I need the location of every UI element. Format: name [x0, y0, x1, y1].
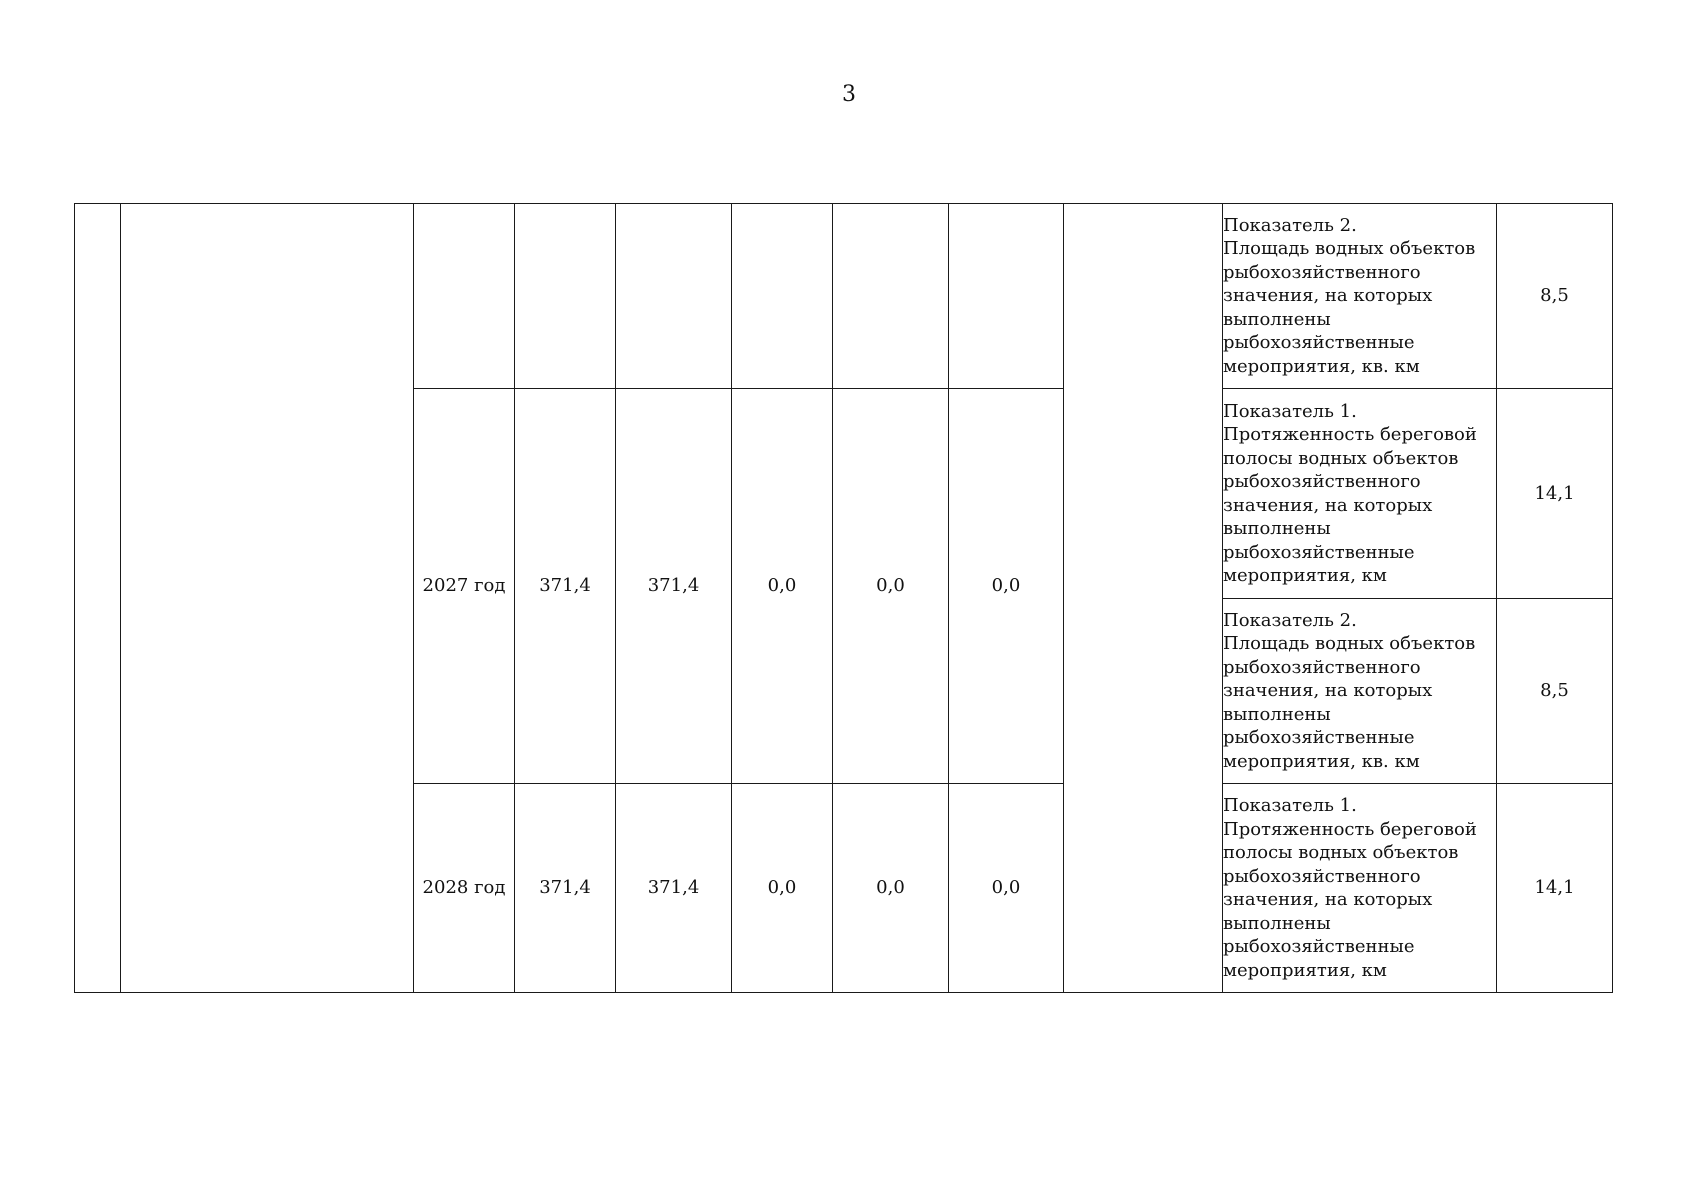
local-budget-cell: [833, 204, 949, 389]
year-cell: 2028 год: [414, 784, 515, 993]
indicator-title: Показатель 1.: [1223, 400, 1357, 422]
local-budget-cell: 0,0: [833, 784, 949, 993]
indicator-text: Протяженность береговой полосы водных объектов рыбохозяйственного значения, на которых выполнены рыбохозяйственные мероприятия, км: [1223, 818, 1477, 981]
indicator-cell: [1223, 389, 1497, 599]
indicator-value: 14,1: [1497, 389, 1613, 599]
page-number: 3: [842, 82, 856, 107]
year-cell: 2027 год: [414, 389, 515, 784]
indicator-text: Площадь водных объектов рыбохозяйственного значения, на которых выполнены рыбохозяйственные мероприятия, кв. км: [1223, 238, 1476, 377]
total-funding-cell: 371,4: [515, 784, 616, 993]
indicator-cell: [1223, 599, 1497, 784]
regional-budget-cell: [732, 204, 833, 389]
indicator-value: 8,5: [1497, 599, 1613, 784]
indicator-cell: [1223, 204, 1497, 389]
table-row: [75, 204, 1613, 389]
regional-budget-cell: 0,0: [732, 389, 833, 784]
local-budget-cell: 0,0: [833, 389, 949, 784]
indicator-title: Показатель 2.: [1223, 214, 1357, 236]
other-sources-cell: 0,0: [949, 389, 1064, 784]
indicator-value: 8,5: [1497, 204, 1613, 389]
federal-budget-cell: 371,4: [616, 784, 732, 993]
total-funding-cell: 371,4: [515, 389, 616, 784]
indicator-title: Показатель 2.: [1223, 609, 1357, 631]
row-number-cell: [75, 204, 121, 993]
regional-budget-cell: 0,0: [732, 784, 833, 993]
activity-name-cell: [121, 204, 414, 993]
federal-budget-cell: 371,4: [616, 389, 732, 784]
indicator-title: Показатель 1.: [1223, 795, 1357, 816]
year-cell: [414, 204, 515, 389]
other-sources-cell: [949, 204, 1064, 389]
indicators-table: [74, 203, 1613, 993]
other-sources-cell: 0,0: [949, 784, 1064, 993]
federal-budget-cell: [616, 204, 732, 389]
total-funding-cell: [515, 204, 616, 389]
executor-cell: [1064, 204, 1223, 993]
indicator-text: Площадь водных объектов рыбохозяйственного значения, на которых выполнены рыбохозяйственные мероприятия, кв. км: [1223, 633, 1476, 772]
indicator-cell: [1223, 784, 1497, 993]
indicator-text: Протяженность береговой полосы водных объектов рыбохозяйственного значения, на которых выполнены рыбохозяйственные мероприятия, км: [1223, 424, 1477, 586]
indicator-value: 14,1: [1497, 784, 1613, 993]
